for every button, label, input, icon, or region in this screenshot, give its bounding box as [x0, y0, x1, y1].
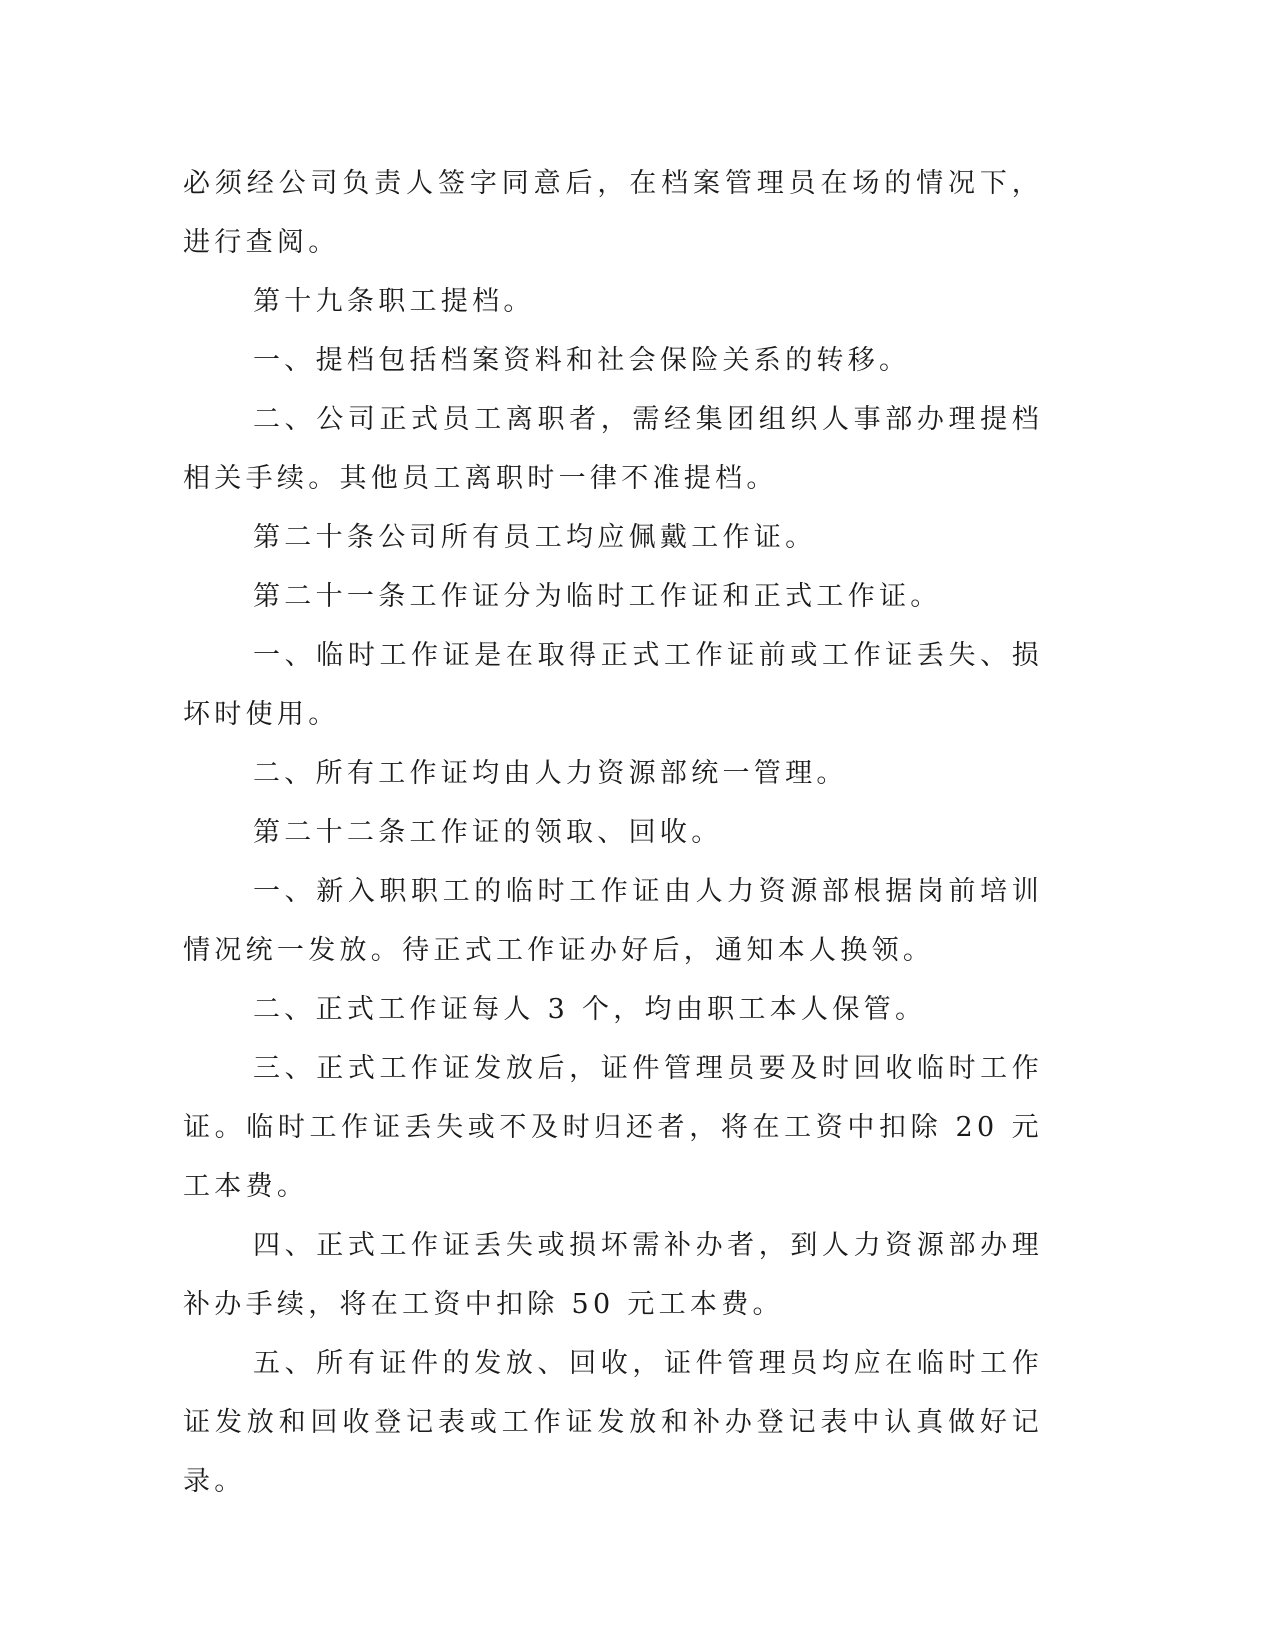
article-21-item-2: 二、所有工作证均由人力资源部统一管理。	[253, 758, 848, 789]
article-19-heading: 第十九条职工提档。	[253, 286, 535, 317]
article-19-item-1: 一、提档包括档案资料和社会保险关系的转移。	[253, 345, 911, 376]
article-19-item-2: 二、公司正式员工离职者，需经集团组织人事部办理提档相关手续。其他员工离职时一律不准提档。	[183, 404, 1043, 494]
article-22-item-5: 五、所有证件的发放、回收，证件管理员均应在临时工作证发放和回收登记表或工作证发放和补办登记表中认真做好记录。	[183, 1348, 1043, 1497]
document-body	[183, 154, 1043, 1511]
article-22-item-3: 三、正式工作证发放后，证件管理员要及时回收临时工作证。临时工作证丢失或不及时归还者，将在工资中扣除 20 元工本费。	[183, 1053, 1043, 1202]
article-22-item-2: 二、正式工作证每人 3 个，均由职工本人保管。	[253, 994, 927, 1025]
article-21-heading: 第二十一条工作证分为临时工作证和正式工作证。	[253, 581, 942, 612]
article-22-item-1: 一、新入职职工的临时工作证由人力资源部根据岗前培训情况统一发放。待正式工作证办好后，通知本人换领。	[183, 876, 1043, 966]
article-22-heading: 第二十二条工作证的领取、回收。	[253, 817, 723, 848]
article-20-heading: 第二十条公司所有员工均应佩戴工作证。	[253, 522, 817, 553]
paragraph-continuation: 必须经公司负责人签字同意后，在档案管理员在场的情况下，进行查阅。	[183, 168, 1043, 258]
article-21-item-1: 一、临时工作证是在取得正式工作证前或工作证丢失、损坏时使用。	[183, 640, 1043, 730]
article-22-item-4: 四、正式工作证丢失或损坏需补办者，到人力资源部办理补办手续，将在工资中扣除 50 元工本费。	[183, 1230, 1043, 1320]
